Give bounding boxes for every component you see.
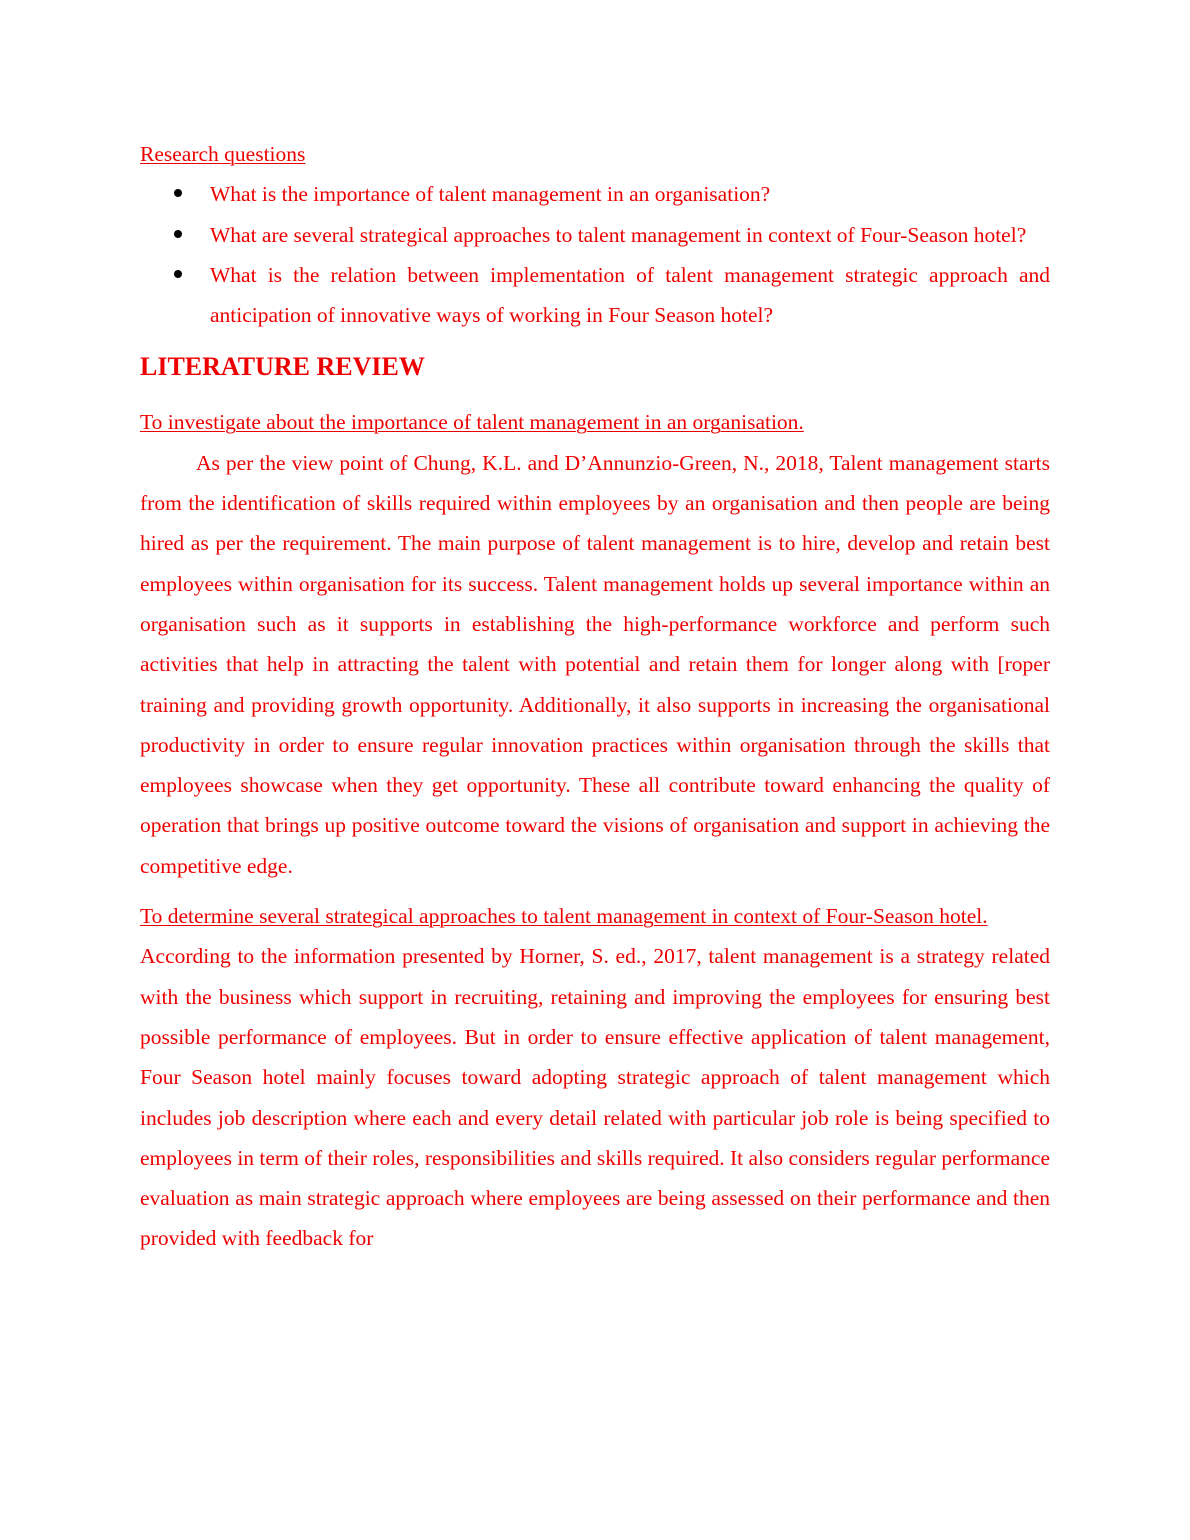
document-page <box>140 134 1050 1259</box>
question-text: What is the relation between implementation of talent management strategic approach and anticipation of innovative ways of working in Four Season hotel? <box>210 262 1050 328</box>
section-2-paragraph: According to the information presented by Horner, S. ed., 2017, talent management is a strategy related with the business which support in recruiting, retaining and improving the employees for ensuring best possible performance of employees. But in order to ensure effective application of talent management, Four Season hotel mainly focuses toward adopting strategic approach of talent management which includes job description where each and every detail related with particular job role is being specified to employees in term of their roles, responsibilities and skills required. It also considers regular performance evaluation as main strategic approach where employees are being assessed on their performance and then provided with feedback for <box>140 944 1050 1251</box>
section-1-heading: To investigate about the importance of talent management in an organisation. <box>140 410 804 435</box>
question-text: What is the importance of talent management in an organisation? <box>210 182 771 207</box>
bullet-icon <box>174 189 182 197</box>
bullet-icon <box>174 230 182 238</box>
list-item <box>140 174 1050 214</box>
research-questions-list <box>140 174 1050 335</box>
section-1-paragraph: As per the view point of Chung, K.L. and D’Annunzio-Green, N., 2018, Talent management starts from the identification of skills required within employees by an organisation and then people are being hired as per the requirement. The main purpose of talent management is to hire, develop and retain best employees within organisation for its success. Talent management holds up several importance within an organisation such as it supports in establishing the high-performance workforce and perform such activities that help in attracting the talent with potential and retain them for longer along with [roper training and providing growth opportunity. Additionally, it also supports in increasing the organisational productivity in order to ensure regular innovation practices within organisation through the skills that employees showcase when they get opportunity. These all contribute toward enhancing the quality of operation that brings up positive outcome toward the visions of organisation and support in achieving the competitive edge. <box>140 450 1050 878</box>
bullet-icon <box>174 270 182 278</box>
list-item <box>140 215 1050 255</box>
section-2-heading: To determine several strategical approaches to talent management in context of Four-Season hotel. <box>140 904 988 929</box>
research-questions-heading: Research questions <box>140 142 306 166</box>
question-text: What are several strategical approaches to talent management in context of Four-Season hotel? <box>210 222 1027 247</box>
list-item <box>140 255 1050 336</box>
literature-review-title: LITERATURE REVIEW <box>140 352 425 382</box>
